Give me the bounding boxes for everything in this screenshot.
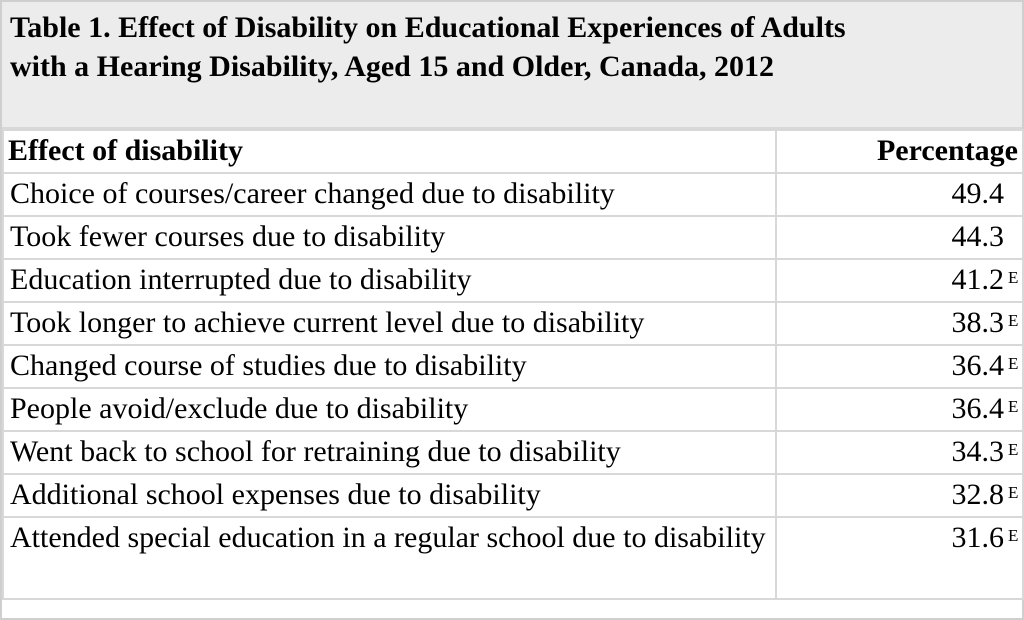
estimate-flag: E [1008, 483, 1019, 502]
table-row [3, 302, 1023, 345]
row-value [776, 173, 1023, 216]
row-value [776, 345, 1023, 388]
data-table [2, 129, 1024, 600]
row-value [776, 388, 1023, 431]
percentage-value: 31.6 [951, 521, 1004, 554]
row-value [776, 431, 1023, 474]
table-caption [2, 2, 1022, 129]
row-label: Took fewer courses due to disability [3, 216, 776, 259]
row-label: Attended special education in a regular school due to disability [3, 517, 776, 599]
percentage-value: 49.4 [951, 177, 1004, 210]
caption-line-2: with a Hearing Disability, Aged 15 and Older, Canada, 2012 [10, 50, 775, 83]
estimate-flag: E [1008, 440, 1019, 459]
table-row [3, 173, 1023, 216]
estimate-flag: E [1008, 354, 1019, 373]
header-row [3, 130, 1023, 173]
row-value [776, 517, 1023, 599]
column-header-percentage: Percentage [776, 130, 1023, 173]
percentage-value: 36.4 [951, 392, 1004, 425]
table-row [3, 431, 1023, 474]
percentage-value: 36.4 [951, 349, 1004, 382]
row-value [776, 216, 1023, 259]
table-row [3, 474, 1023, 517]
row-label: Education interrupted due to disability [3, 259, 776, 302]
row-value [776, 302, 1023, 345]
row-label: Changed course of studies due to disability [3, 345, 776, 388]
row-label: Went back to school for retraining due to disability [3, 431, 776, 474]
table-row [3, 259, 1023, 302]
percentage-value: 44.3 [951, 220, 1004, 253]
estimate-flag: E [1008, 397, 1019, 416]
percentage-value: 38.3 [951, 306, 1004, 339]
row-label: Took longer to achieve current level due to disability [3, 302, 776, 345]
row-label: People avoid/exclude due to disability [3, 388, 776, 431]
column-header-effect: Effect of disability [3, 130, 776, 173]
row-value [776, 474, 1023, 517]
table-row [3, 517, 1023, 599]
table-row [3, 388, 1023, 431]
row-label: Additional school expenses due to disability [3, 474, 776, 517]
estimate-flag: E [1008, 311, 1019, 330]
percentage-value: 34.3 [951, 435, 1004, 468]
table-row [3, 216, 1023, 259]
table-row [3, 345, 1023, 388]
row-label: Choice of courses/career changed due to disability [3, 173, 776, 216]
caption-line-1: Table 1. Effect of Disability on Educational Experiences of Adults [10, 11, 846, 44]
percentage-value: 41.2 [951, 263, 1004, 296]
percentage-value: 32.8 [951, 478, 1004, 511]
estimate-flag: E [1008, 526, 1019, 545]
row-value [776, 259, 1023, 302]
estimate-flag: E [1008, 268, 1019, 287]
